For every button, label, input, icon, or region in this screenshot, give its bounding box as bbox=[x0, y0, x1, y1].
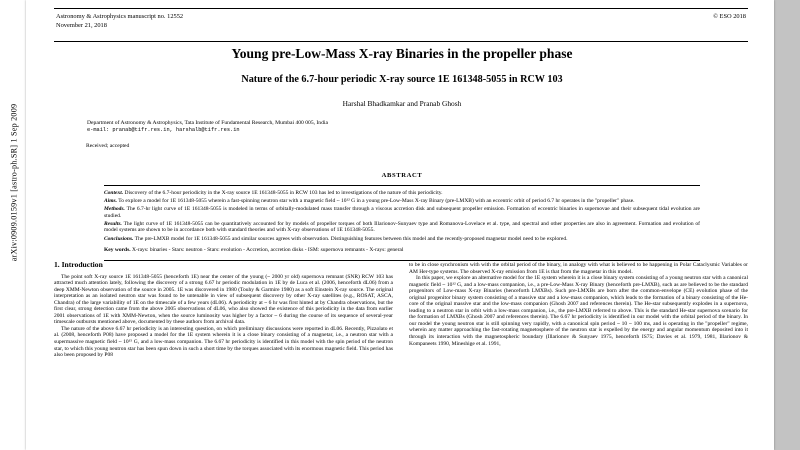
copyright-notice: © ESO 2018 bbox=[713, 13, 746, 20]
abstract-results bbox=[104, 221, 700, 234]
abstract-conclusions-text: The pre-LMXB model for 1E 161348-5055 and similar sources agrees with observation. Distinguishing features between this model and the recently-proposed magnetar model need to be explored. bbox=[134, 235, 568, 242]
body-columns bbox=[54, 262, 748, 446]
manuscript-number: Astronomy & Astrophysics manuscript no. 12552 bbox=[56, 13, 184, 20]
keywords-label: Key words. bbox=[104, 247, 131, 254]
manuscript-date: November 21, 2018 bbox=[56, 22, 107, 29]
section-heading-introduction: 1. Introduction bbox=[54, 262, 103, 269]
page-subtitle: Nature of the 6.7-hour periodic X-ray source 1E 161348-5055 in RCW 103 bbox=[241, 74, 563, 85]
paragraph: In this paper, we explore an alternative model for the 1E system wherein it is a close binary system consisting of a young neutron star with a canonical magnetic field ~ 10¹² G, and a low-mass companion, i.e., a pre-Low-Mass X-ray Binary (henceforth pre-LMXB), such as are believed to be the standard progenitors of Low-mass X-ray Binaries (henceforth LMXBs). Such pre-LMXBs are born after the common-envelope (CE) evolution phase of the original progenitor binary system consisting of a massive star and a low-mass companion, which leads to the formation of a binary consisting of the He-core of the original massive star and the low-mass companion (Ghosh 2007 and references therein). The He-star subsequently explodes in a supernova, leading to a neutron star in orbit with a low-mass companion, i.e., the pre-LMXB referred to above. This is the standard He-star supernova scenario for the formation of LMXBs (Ghosh 2007 and references therein). The 6.67 hr periodicity is identified in our model with the orbital period of the binary. In our model the young neutron star is still spinning very rapidly, with a canonical spin period ~ 10 ~ 100 ms, and is operating in the "propeller" regime, wherein any matter approaching the fast-rotating magnetosphere of the neutron star is expelled by the energy and angular momentum deposited into it through its interaction with the magnetospheric boundary (Illarionov & Sunyaev 1975, henceforth IS75; Davies et al. 1979, 1981, Illarionov & Kompaneets 1990, Mineshige et al. 1991, bbox=[409, 275, 748, 347]
arxiv-identifier: arXiv:0909.0159v1 [astro-ph.SR] 1 Sep 2009 bbox=[9, 103, 19, 262]
abstract-methods-label: Methods. bbox=[104, 206, 125, 213]
abstract-section bbox=[104, 172, 700, 265]
paragraph: to be in close synchronism with with the orbital period of the binary, in analogy with what is believed to be happening in Polar Cataclysmic Variables or AM Her-type systems. The observed X-ray emission from 1E is that from the magnetar in this model. bbox=[409, 262, 748, 275]
paragraph: The nature of the above 6.67 hr periodicity is an interesting question, on which preliminary discussions were reported in dL06. Recently, Pizzolato et al. (2008, henceforth P08) have proposed a model for the 1E system wherein it is a close binary consisting of a magnetar, i.e., a neutron star with a supermassive magnetic field ~ 10¹⁵ G, and a low-mass companion. The 6.67 hr periodicity is identified in this model with the spin period of the neutron star, to which this young neutron star has been spun down in such a short time by the torques associated with its enormous magnetic field. This period has also been proposed by P08 bbox=[54, 325, 393, 359]
abstract-rule-bottom bbox=[104, 260, 700, 261]
abstract-results-label: Results. bbox=[104, 220, 122, 227]
running-header bbox=[54, 8, 748, 42]
abstract-context-text: Discovery of the 6.7-hour periodicity in the X-ray source 1E 161348-5055 in RCW 103 has led to investigations of the nature of this periodicity. bbox=[124, 190, 443, 196]
keywords-line bbox=[104, 247, 700, 254]
keywords-text: X-rays: binaries - Stars: neutron - Stars: evolution - Accretion, accretion disks - ISM: supernova remnants - X-rays: general bbox=[131, 247, 404, 254]
affiliation-line: Department of Astronomy & Astrophysics, Tata Institute of Fundamental Research, Mumbai 400 005, India bbox=[87, 120, 328, 126]
abstract-aims-text: To explore a model for 1E 161348-5055 wherein a fast-spinning neutron star with a magnetic field ~ 10¹² G in a young pre-Low-Mass X-ray Binary (pre-LMXB) with an eccentric orbit of period 6.7 hr operates in the "propeller" phase. bbox=[118, 198, 635, 205]
title-block bbox=[86, 46, 718, 149]
abstract-methods bbox=[104, 206, 700, 219]
column-right bbox=[409, 262, 748, 446]
page-title: Young pre-Low-Mass X-ray Binaries in the propeller phase bbox=[231, 46, 573, 61]
author-list: Harshal Bhadkamkar and Pranab Ghosh bbox=[342, 99, 462, 108]
manuscript-info bbox=[56, 12, 183, 30]
abstract-conclusions bbox=[104, 236, 700, 243]
abstract-aims-label: Aims. bbox=[104, 198, 117, 205]
abstract-aims bbox=[104, 198, 700, 205]
column-left bbox=[54, 262, 393, 446]
abstract-rule-top bbox=[104, 185, 700, 186]
abstract-results-text: The light curve of 1E 161348-5055 can be quantitatively accounted for by models of propeller torques of both Illarionov-Sunyaev type and Romanova-Lovelace et al. type, and spectral and other properties are also in agreement. Formation and evolution of model systems are shown to be in accordance both with standard theories and with X-ray observations of 1E 161348-5055. bbox=[104, 220, 701, 234]
email-line: e-mail: pranab@tifr.res.in, harshalb@tifr.res.in bbox=[87, 127, 240, 134]
paper-page bbox=[26, 0, 774, 450]
received-line: Received; accepted bbox=[86, 142, 130, 149]
abstract-conclusions-label: Conclusions. bbox=[104, 235, 134, 242]
abstract-methods-text: The 6.7-hr light curve of 1E 161348-5055 is modeled in terms of orbitally-modulated mass transfer through a viscous accretion disk and subsequent propeller emission. Formation of eccentric binaries in supernovae and their subsequent tidal evolution are studied. bbox=[104, 206, 700, 219]
affiliation-block bbox=[86, 120, 718, 135]
abstract-context bbox=[104, 190, 700, 197]
arxiv-stamp-strip bbox=[0, 0, 26, 450]
paragraph: The point soft X-ray source 1E 161348-5055 (henceforth 1E) near the center of the young (~ 2000 yr old) supernova remnant (SNR) RCW 103 has attracted much attention lately, following the discovery of a strong 6.67 hr periodic modulation in 1E by de Luca et al. (2006, henceforth dL06) from a deep XMM-Newton observation of the source in 2005. 1E was discovered in 1980 (Touhy & Garmire 1980) as a soft Einstein X-ray source. The original interpretation as an isolated neutron star was found to be untenable in view of subsequent discovery by other X-ray satellites (e.g., ROSAT, ASCA, Chandra) of the large variability of 1E on the timescale of a few years (dL06). A periodicity at ~ 6 hr was first hinted at by Chandra observations, but the first clear, strong detection came from the above 2005 observations of dL06, who also showed the existence of this periodicity in the data from earlier 2001 observations of 1E with XMM-Newton, when the source luminosity was higher by a factor ~ 6 during the course of its sequence of several-year timescale outbursts mentioned above, documented by these authors from archival data. bbox=[54, 273, 393, 326]
abstract-heading: ABSTRACT bbox=[381, 172, 423, 179]
abstract-context-label: Context. bbox=[104, 190, 124, 196]
